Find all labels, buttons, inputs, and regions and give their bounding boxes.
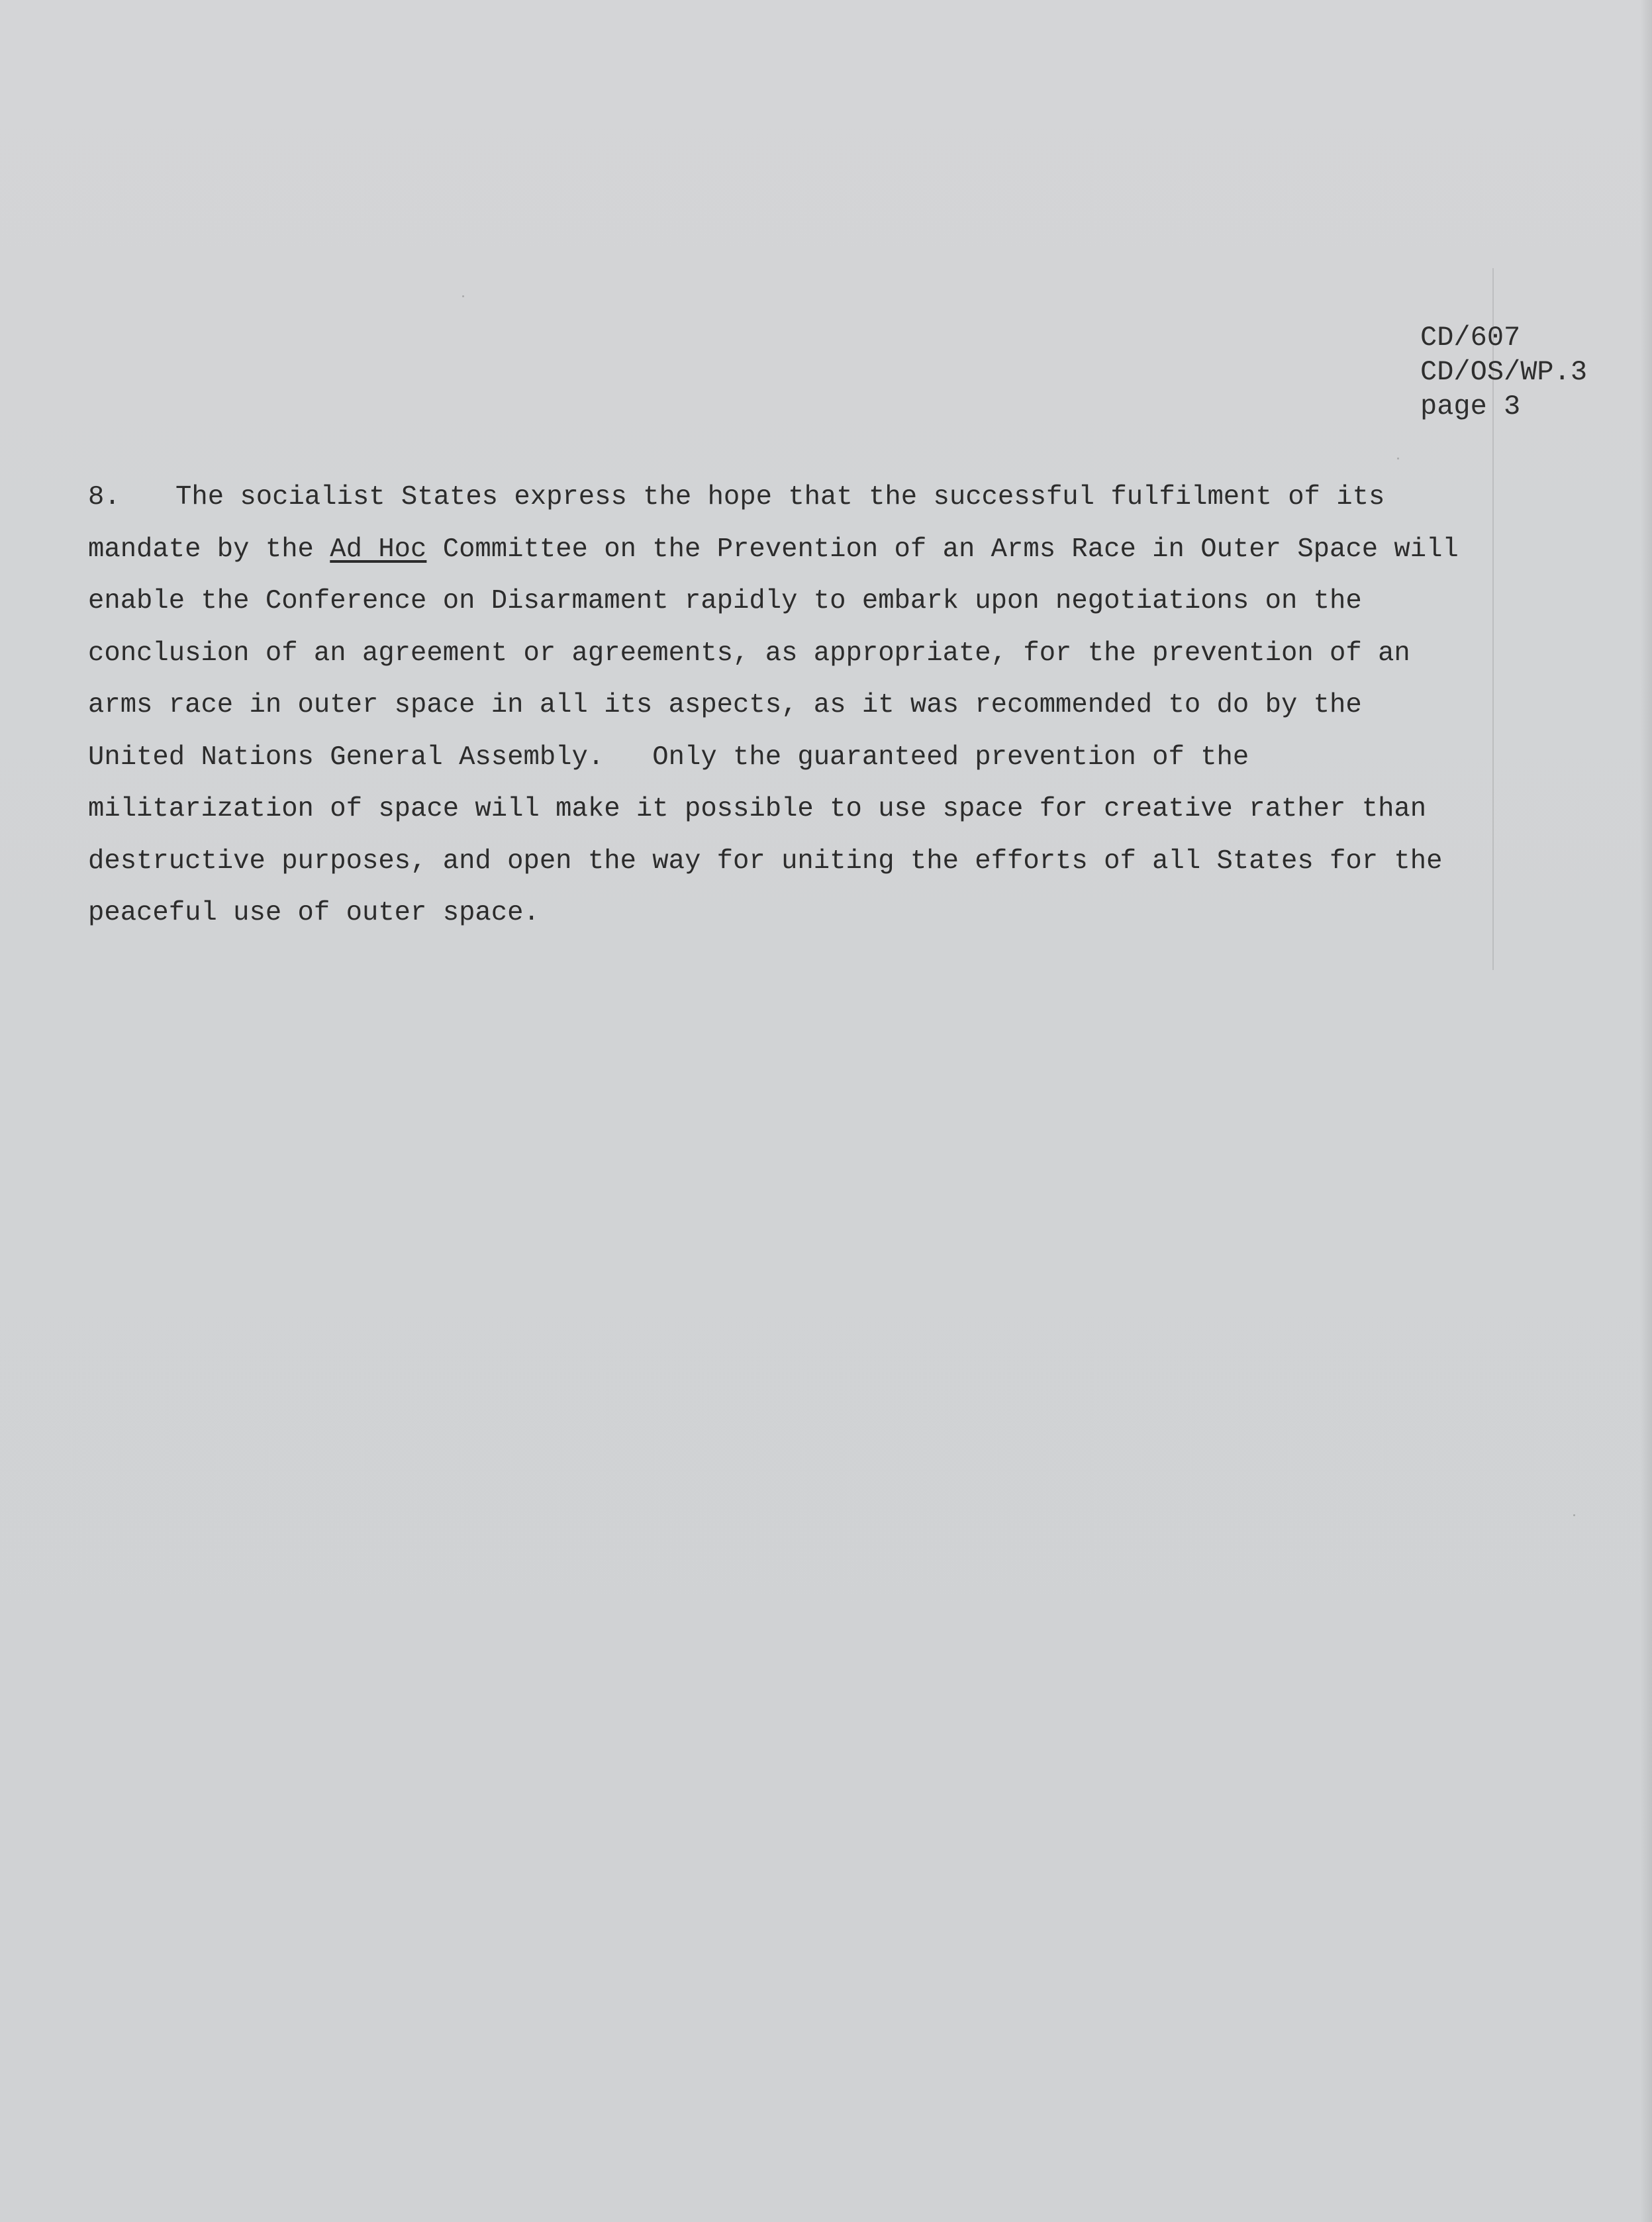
paragraph-number: 8. [88,482,121,512]
paragraph-line [88,524,1578,576]
document-symbol: CD/607 [1420,322,1521,354]
paragraph-line: peaceful use of outer space. [88,898,540,928]
paragraph-line: conclusion of an agreement or agreements, as appropriate, for the prevention of an [88,638,1410,669]
underlined-term: Ad Hoc [330,534,427,565]
working-paper-symbol: CD/OS/WP.3 [1420,356,1588,388]
paragraph-line: arms race in outer space in all its aspects, as it was recommended to do by the [88,690,1362,720]
paragraph-line: enable the Conference on Disarmament rapidly to embark upon negotiations on the [88,586,1362,616]
document-reference-block [1420,320,1639,424]
paragraph-line-text: mandate by the [88,534,330,565]
paragraph-line: destructive purposes, and open the way for uniting the efforts of all States for the [88,845,1443,877]
paragraph-8 [88,471,1578,940]
paragraph-line-text: The socialist States express the hope that the successful fulfilment of its [175,482,1385,512]
scan-speck [1397,458,1399,459]
paragraph-line: United Nations General Assembly. Only the guaranteed prevention of the [88,742,1249,773]
paragraph-line-text: Committee on the Prevention of an Arms Race in Outer Space will [426,534,1459,565]
page-edge-shadow [1640,0,1652,2222]
scan-speck [462,295,464,297]
page-number: page 3 [1420,391,1521,422]
paragraph-line: militarization of space will make it possible to use space for creative rather than [88,794,1427,824]
scan-speck [1573,1514,1575,1516]
paragraph-line [88,471,1578,524]
